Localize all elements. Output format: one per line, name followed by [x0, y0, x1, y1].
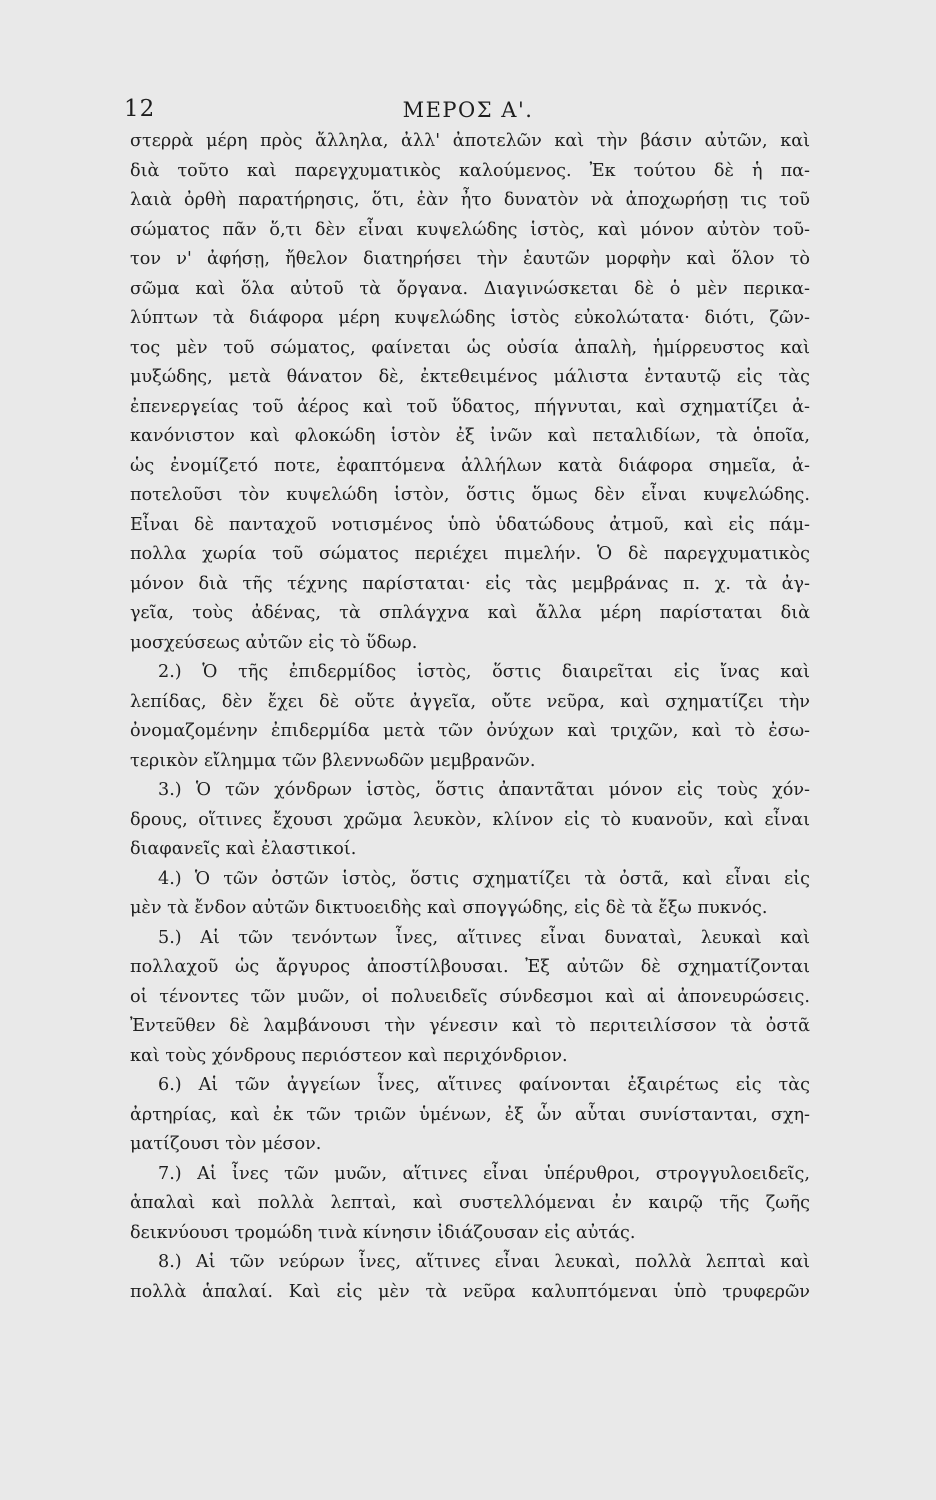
- text-line: ἐπενεργείας τοῦ ἀέρος καὶ τοῦ ὕδατος, πήγνυται, καὶ σχηματίζει ἀ-: [130, 396, 810, 417]
- text-line: ὡς ἐνομίζετό ποτε, ἐφαπτόμενα ἀλλήλων κατὰ διάφορα σημεῖα, ἀ-: [130, 455, 810, 476]
- text-line: 7.) Αἱ ἶνες τῶν μυῶν, αἵτινες εἶναι ὑπέρυθροι, στρογγυλοειδεῖς,: [158, 1163, 810, 1184]
- text-line: ματίζουσι τὸν μέσον.: [130, 1134, 322, 1154]
- text-line: 4.) Ὁ τῶν ὀστῶν ἱστὸς, ὅστις σχηματίζει τὰ ὀστᾶ, καὶ εἶναι εἰς: [158, 868, 810, 889]
- text-line: σώματος πᾶν ὅ,τι δὲν εἶναι κυψελώδης ἱστὸς, καὶ μόνον αὐτὸν τοῦ-: [130, 219, 810, 240]
- text-line: τον ν' ἀφήσῃ, ἤθελον διατηρήσει τὴν ἑαυτῶν μορφὴν καὶ ὅλον τὸ: [130, 249, 810, 269]
- text-line: πολλα χωρία τοῦ σώματος περιέχει πιμελήν. Ὁ δὲ παρεγχυματικὸς: [130, 544, 810, 564]
- text-line: δεικνύουσι τρομώδη τινὰ κίνησιν ἰδιάζουσαν εἰς αὐτάς.: [130, 1222, 636, 1243]
- text-line: στερρὰ μέρη πρὸς ἄλληλα, ἀλλ' ἀποτελῶν καὶ τὴν βάσιν αὐτῶν, καὶ: [130, 131, 810, 151]
- text-line: γεῖα, τοὺς ἀδένας, τὰ σπλάγχνα καὶ ἄλλα μέρη παρίσταται διὰ: [130, 603, 810, 623]
- running-title: ΜΕΡΟΣ Α'.: [402, 98, 534, 122]
- text-line: 8.) Αἱ τῶν νεύρων ἶνες, αἵτινες εἶναι λευκαὶ, πολλὰ λεπταὶ καὶ: [158, 1252, 810, 1272]
- text-line: λαιὰ ὀρθὴ παρατήρησις, ὅτι, ἐὰν ἦτο δυνατὸν νὰ ἀποχωρήσῃ τις τοῦ: [130, 190, 810, 210]
- text-line: καὶ τοὺς χόνδρους περιόστεον καὶ περιχόνδριον.: [130, 1045, 568, 1066]
- text-line: μὲν τὰ ἔνδον αὐτῶν δικτυοειδὴς καὶ σπογγώδης, εἰς δὲ τὰ ἔξω πυκνός.: [130, 898, 768, 918]
- body-text: [130, 127, 810, 1307]
- text-line: δρους, οἵτινες ἔχουσι χρῶμα λευκὸν, κλίνον εἰς τὸ κυανοῦν, καὶ εἶναι: [130, 809, 810, 830]
- text-line: 6.) Αἱ τῶν ἀγγείων ἶνες, αἵτινες φαίνονται ἐξαιρέτως εἰς τὰς: [158, 1075, 810, 1095]
- text-line: ἀρτηρίας, καὶ ἐκ τῶν τριῶν ὑμένων, ἐξ ὧν αὗται συνίστανται, σχη-: [130, 1104, 810, 1125]
- text-line: πολλαχοῦ ὡς ἄργυρος ἀποστίλβουσαι. Ἐξ αὐτῶν δὲ σχηματίζονται: [130, 957, 810, 977]
- text-line: ποτελοῦσι τὸν κυψελώδη ἱστὸν, ὅστις ὅμως δὲν εἶναι κυψελώδης.: [130, 485, 810, 505]
- text-line: τος μὲν τοῦ σώματος, φαίνεται ὡς οὐσία ἁπαλὴ, ἡμίρρευστος καὶ: [130, 337, 810, 358]
- text-line: 3.) Ὁ τῶν χόνδρων ἱστὸς, ὅστις ἀπαντᾶται μόνον εἰς τοὺς χόν-: [158, 780, 810, 800]
- text-line: τερικὸν εἴλημμα τῶν βλεννωδῶν μεμβρανῶν.: [130, 750, 536, 771]
- text-line: μυξώδης, μετὰ θάνατον δὲ, ἐκτεθειμένος μάλιστα ἐνταυτῷ εἰς τὰς: [130, 367, 810, 387]
- text-line: λύπτων τὰ διάφορα μέρη κυψελώδης ἱστὸς εὐκολώτατα· διότι, ζῶν-: [130, 308, 810, 328]
- text-line: κανόνιστον καὶ φλοκώδη ἱστὸν ἐξ ἰνῶν καὶ πεταλιδίων, τὰ ὁποῖα,: [130, 426, 810, 446]
- text-line: Ἐντεῦθεν δὲ λαμβάνουσι τὴν γένεσιν καὶ τὸ περιτειλίσσον τὰ ὀστᾶ: [130, 1016, 810, 1036]
- text-line: ὀνομαζομένην ἐπιδερμίδα μετὰ τῶν ὀνύχων καὶ τριχῶν, καὶ τὸ ἐσω-: [130, 721, 810, 741]
- text-line: μοσχεύσεως αὐτῶν εἰς τὸ ὕδωρ.: [130, 632, 418, 653]
- text-line: πολλὰ ἁπαλαί. Καὶ εἰς μὲν τὰ νεῦρα καλυπτόμεναι ὑπὸ τρυφερῶν: [130, 1281, 810, 1302]
- text-line: ἁπαλαὶ καὶ πολλὰ λεπταὶ, καὶ συστελλόμεναι ἐν καιρῷ τῆς ζωῆς: [130, 1193, 810, 1213]
- text-line: σῶμα καὶ ὅλα αὐτοῦ τὰ ὄργανα. Διαγινώσκεται δὲ ὁ μὲν περικα-: [130, 278, 810, 299]
- text-line: διαφανεῖς καὶ ἐλαστικοί.: [130, 839, 357, 859]
- text-line: 2.) Ὁ τῆς ἐπιδερμίδος ἱστὸς, ὅστις διαιρεῖται εἰς ἴνας καὶ: [158, 662, 810, 682]
- text-line: μόνον διὰ τῆς τέχνης παρίσταται· εἰς τὰς μεμβράνας π. χ. τὰ ἀγ-: [130, 573, 810, 594]
- text-line: Εἶναι δὲ πανταχοῦ νοτισμένος ὑπὸ ὑδατώδους ἀτμοῦ, καὶ εἰς πάμ-: [130, 514, 810, 535]
- text-line: 5.) Αἱ τῶν τενόντων ἶνες, αἵτινες εἶναι δυναταὶ, λευκαὶ καὶ: [158, 927, 810, 948]
- text-line: οἱ τένοντες τῶν μυῶν, οἱ πολυειδεῖς σύνδεσμοι καὶ αἱ ἀπονευρώσεις.: [130, 986, 810, 1007]
- text-line: διὰ τοῦτο καὶ παρεγχυματικὸς καλούμενος. Ἐκ τούτου δὲ ἡ πα-: [130, 160, 810, 181]
- page-number: 12: [124, 96, 156, 122]
- text-line: λεπίδας, δὲν ἔχει δὲ οὔτε ἀγγεῖα, οὔτε νεῦρα, καὶ σχηματίζει τὴν: [130, 691, 810, 712]
